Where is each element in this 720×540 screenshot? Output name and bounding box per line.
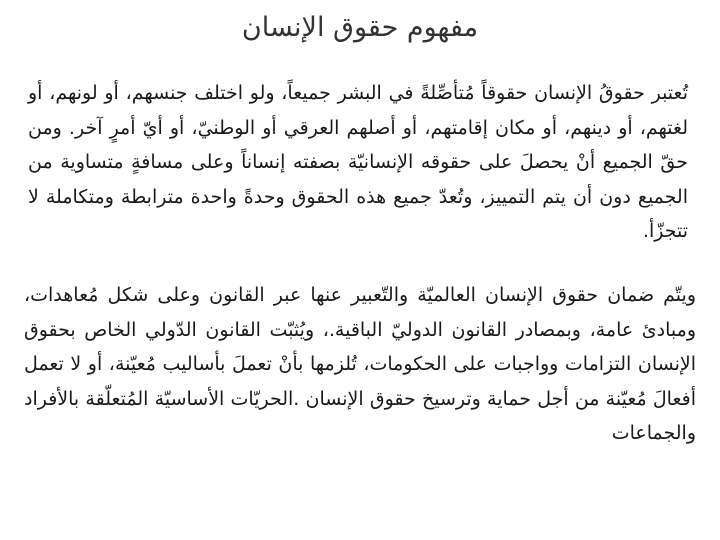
paragraph-guarantee: ويتّم ضمان حقوق الإنسان العالميّة والتّعبير عنها عبر القانون وعلى شكل مُعاهدات، ومبادئ عامة، وبمصادر القانون الدوليّ الباقية.، ويُثبّت القانون الدّولي الخاص بحقوق الإنسان التزامات وواجبات على الحكومات، تُلزمها بأنْ تعملَ بأساليب مُعيّنة، أو لا تعمل أفعالَ مُعيّنة من أجل حماية وترسيخ حقوق الإنسان .الحريّات الأساسيّة المُتعلّقة بالأفراد والجماعات xyxy=(24,284,696,444)
paragraph-definition: تُعتبر حقوقُ الإنسان حقوقاً مُتأصِّلةً في البشر جميعاً، ولو اختلف جنسهم، أو لونهم، أو لغتهم، أو دينهم، أو مكان إقامتهم، أو أصلهم العرقي أو الوطنيّ، أو أيّ أمرٍ آخر. ومن حقّ الجميع أنْ يحصلَ على حقوقه الإنسانيّة بصفته إنساناً وعلى مسافةٍ متساوية من الجميع دون أن يتم التمييز، وتُعدّ جميع هذه الحقوق وحدةً واحدة مترابطة ومتكاملة لا تتجزّأ. xyxy=(28,82,688,242)
slide-title: مفهوم حقوق الإنسان xyxy=(241,12,479,43)
